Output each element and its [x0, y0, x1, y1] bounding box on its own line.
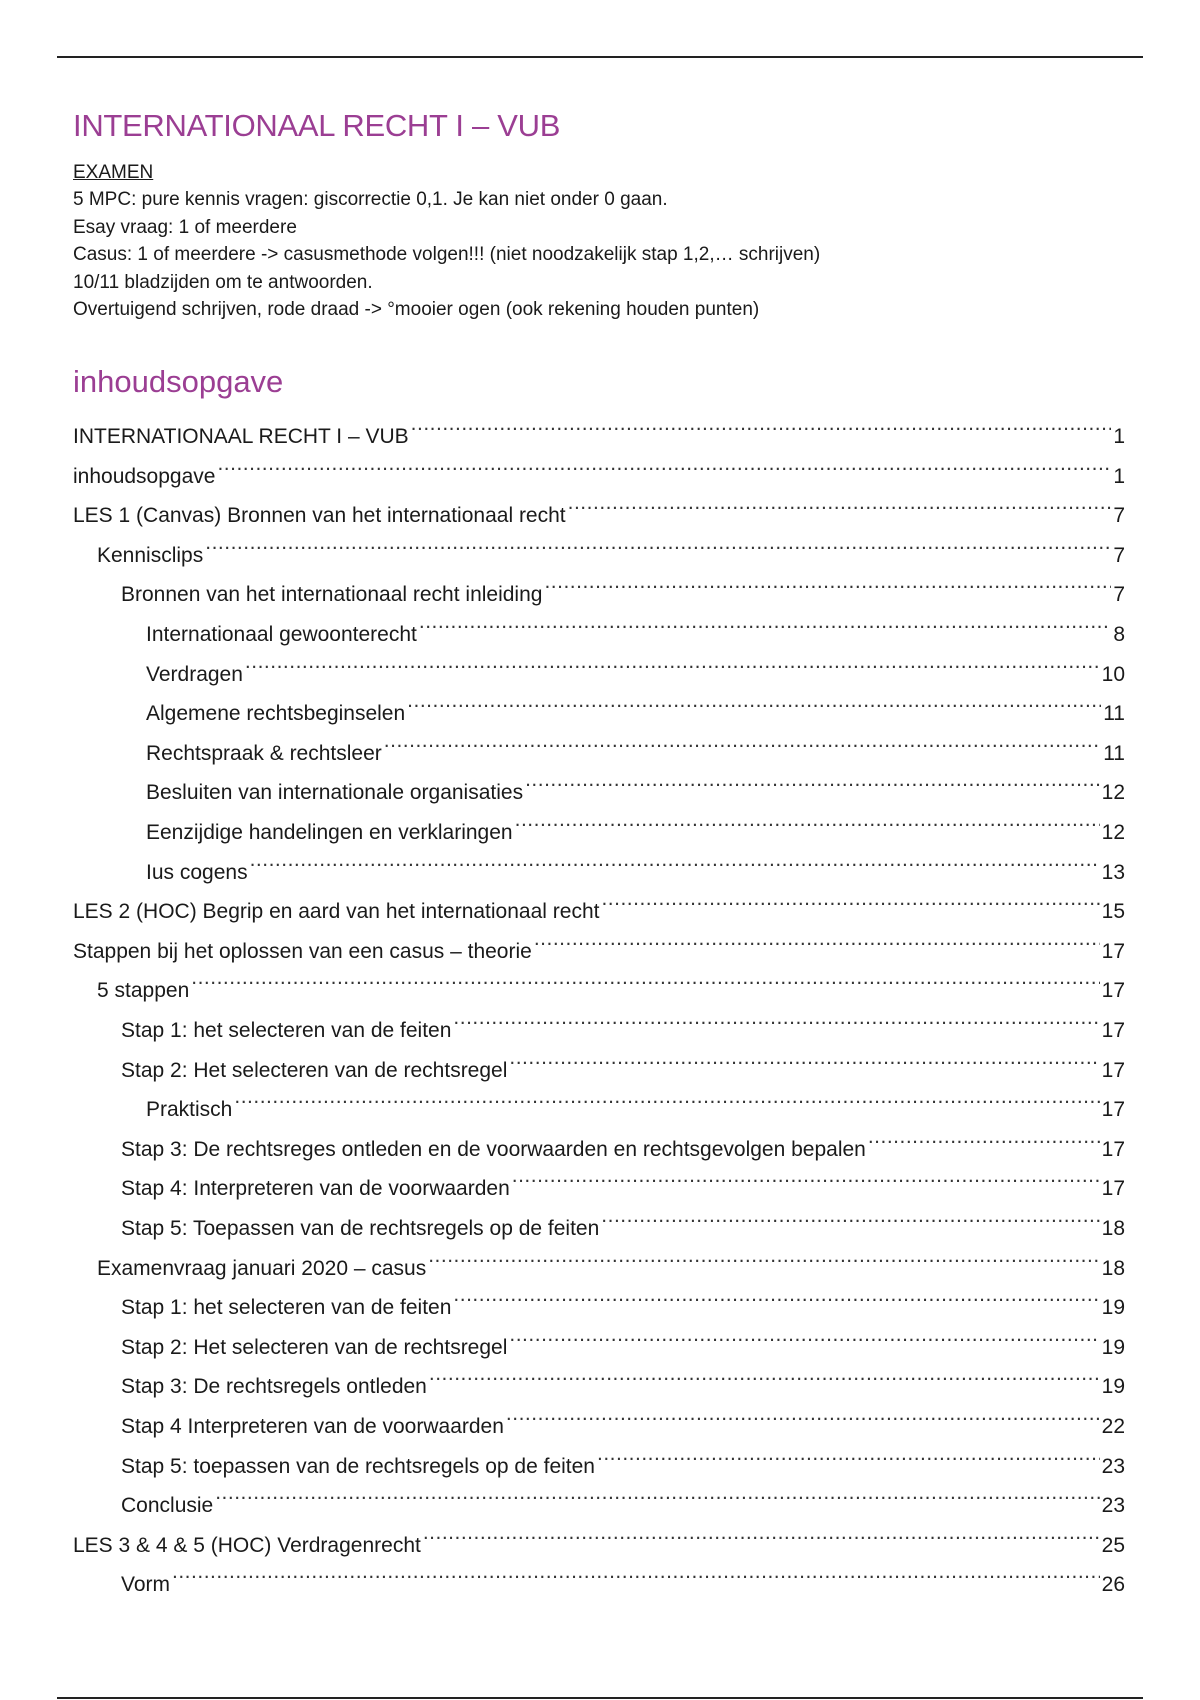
toc-entry-title: Stap 3: De rechtsregels ontleden — [121, 1375, 427, 1399]
toc-entry-title: Algemene rechtsbeginselen — [146, 702, 406, 726]
toc-entry-page: 23 — [1101, 1454, 1125, 1478]
toc-entry-page: 17 — [1101, 1137, 1125, 1161]
toc-dot-leader — [601, 879, 1099, 919]
toc-entry-title: Eenzijdige handelingen en verklaringen — [146, 821, 513, 845]
toc-entry-title: Stap 1: het selecteren van de feiten — [121, 1019, 452, 1042]
toc-dot-leader — [525, 760, 1100, 800]
toc-entry-title: Besluiten van internationale organisaties — [146, 781, 524, 805]
toc-entry-title: Bronnen van het internationaal recht inleiding — [121, 583, 543, 607]
toc-dot-leader — [509, 1037, 1099, 1077]
exam-heading: EXAMEN — [73, 162, 154, 183]
toc-entry[interactable] — [73, 997, 1125, 1042]
toc-dot-leader — [423, 1512, 1100, 1552]
toc-entry-page: 17 — [1101, 1019, 1125, 1042]
toc-entry-title: Stappen bij het oplossen van een casus – theorie — [73, 939, 532, 963]
toc-dot-leader — [868, 1116, 1100, 1156]
toc-entry-page: 1 — [1113, 425, 1125, 449]
toc-entry-page: 25 — [1101, 1533, 1125, 1557]
toc-entry[interactable] — [73, 958, 1125, 1003]
toc-entry[interactable] — [73, 1552, 1125, 1597]
toc-entry[interactable] — [73, 1473, 1125, 1518]
toc-entry-page: 18 — [1101, 1256, 1125, 1280]
toc-entry-title: Internationaal gewoonterecht — [146, 623, 417, 647]
toc-dot-leader — [205, 522, 1111, 562]
toc-entry-page: 23 — [1101, 1494, 1125, 1518]
toc-entry-title: Stap 2: Het selecteren van de rechtsregel — [121, 1058, 508, 1082]
toc-entry-title: Verdragen — [146, 662, 243, 686]
toc-entry[interactable] — [73, 404, 1125, 449]
toc-dot-leader — [407, 681, 1101, 721]
toc-entry-page: 17 — [1101, 939, 1125, 963]
toc-entry-page: 7 — [1113, 504, 1125, 528]
toc-dot-leader — [601, 1195, 1099, 1235]
page-content — [73, 108, 1125, 1597]
toc-dot-leader — [411, 404, 1112, 444]
toc-entry-title: Stap 4 Interpreteren van de voorwaarden — [121, 1414, 504, 1438]
toc-entry-title: Rechtspraak & rechtsleer — [146, 741, 382, 765]
toc-dot-leader — [245, 641, 1100, 681]
exam-line: 10/11 bladzijden om te antwoorden. — [73, 271, 373, 293]
toc-dot-leader — [419, 601, 1111, 641]
toc-dot-leader — [512, 1156, 1100, 1196]
toc-dot-leader — [544, 562, 1111, 602]
toc-entry-title: Ius cogens — [146, 860, 248, 884]
toc-entry-page: 17 — [1101, 1177, 1125, 1201]
toc-entry-page: 13 — [1101, 860, 1125, 884]
toc-entry-title: Examenvraag januari 2020 – casus — [97, 1256, 427, 1280]
toc-entry-title: Vorm — [121, 1573, 171, 1597]
toc-entry[interactable] — [73, 483, 1125, 528]
toc-entry-title: Praktisch — [146, 1098, 233, 1122]
toc-dot-leader — [597, 1433, 1100, 1473]
toc-entry-title: Conclusie — [121, 1494, 214, 1518]
toc-entry-title: Stap 2: Het selecteren van de rechtsregel — [121, 1335, 508, 1359]
top-rule — [57, 56, 1143, 58]
toc-entry-page: 17 — [1101, 979, 1125, 1003]
toc-entry-page: 1 — [1113, 464, 1125, 488]
toc-entry[interactable] — [73, 562, 1125, 607]
toc-dot-leader — [568, 483, 1112, 523]
toc-entry-page: 18 — [1101, 1216, 1125, 1240]
toc-entry-page: 8 — [1113, 623, 1125, 647]
toc-dot-leader — [215, 1473, 1099, 1513]
exam-line: 5 MPC: pure kennis vragen: giscorrectie 0,1. Je kan niet onder 0 gaan. — [73, 189, 668, 210]
toc-entry-page: 17 — [1101, 1098, 1125, 1122]
toc-dot-leader — [509, 1314, 1099, 1354]
toc-heading: inhoudsopgave — [73, 363, 284, 399]
document-title: INTERNATIONAAL RECHT I – VUB — [73, 108, 561, 143]
toc-entry-page: 10 — [1101, 662, 1125, 686]
toc-dot-leader — [453, 997, 1099, 1037]
toc-entry-title: inhoudsopgave — [73, 464, 216, 488]
toc-dot-leader — [172, 1552, 1100, 1592]
toc-dot-leader — [515, 799, 1100, 839]
toc-entry-page: 12 — [1101, 821, 1125, 845]
toc-entry-title: Kennisclips — [97, 543, 204, 567]
toc-entry-title: LES 1 (Canvas) Bronnen van het internationaal recht — [73, 504, 566, 528]
toc-entry-title: INTERNATIONAAL RECHT I – VUB — [73, 425, 409, 449]
toc-entry-page: 11 — [1103, 702, 1125, 726]
toc-entry-page: 7 — [1113, 543, 1125, 567]
toc-dot-leader — [506, 1393, 1100, 1433]
toc-dot-leader — [429, 1354, 1100, 1394]
toc-entry-page: 17 — [1101, 1058, 1125, 1082]
toc-entry-page: 19 — [1101, 1375, 1125, 1399]
toc-entry[interactable] — [73, 443, 1125, 488]
table-of-contents — [73, 404, 1125, 1597]
toc-entry-title: Stap 5: toepassen van de rechtsregels op de feiten — [121, 1454, 595, 1478]
exam-line: Overtuigend schrijven, rode draad -> °mooier ogen (ook rekening houden punten) — [73, 299, 760, 320]
exam-line: Casus: 1 of meerdere -> casusmethode volgen!!! (niet noodzakelijk stap 1,2,… schrijven) — [73, 244, 821, 265]
toc-entry-title: Stap 4: Interpreteren van de voorwaarden — [121, 1177, 510, 1201]
bottom-rule — [57, 1697, 1143, 1699]
toc-dot-leader — [384, 720, 1101, 760]
toc-entry-page: 15 — [1101, 900, 1125, 924]
toc-entry-page: 12 — [1101, 781, 1125, 805]
toc-dot-leader — [250, 839, 1100, 879]
toc-entry-page: 22 — [1101, 1414, 1125, 1438]
toc-entry-title: Stap 5: Toepassen van de rechtsregels op de feiten — [121, 1216, 600, 1240]
toc-dot-leader — [191, 958, 1099, 998]
toc-dot-leader — [428, 1235, 1099, 1275]
toc-entry-title: Stap 3: De rechtsreges ontleden en de voorwaarden en rechtsgevolgen bepalen — [121, 1137, 866, 1161]
toc-entry-page: 26 — [1101, 1573, 1125, 1597]
toc-entry-title: 5 stappen — [97, 979, 190, 1003]
toc-entry[interactable] — [73, 522, 1125, 567]
toc-dot-leader — [453, 1275, 1099, 1315]
toc-entry[interactable] — [73, 1512, 1125, 1557]
toc-entry-title: Stap 1: het selecteren van de feiten — [121, 1296, 452, 1320]
toc-entry-title: LES 2 (HOC) Begrip en aard van het internationaal recht — [73, 900, 600, 924]
exam-section — [73, 160, 1125, 324]
toc-entry-page: 19 — [1101, 1296, 1125, 1320]
toc-dot-leader — [534, 918, 1100, 958]
toc-entry-page: 11 — [1103, 741, 1125, 765]
toc-entry-page: 19 — [1101, 1335, 1125, 1359]
toc-entry-page: 7 — [1113, 583, 1125, 607]
toc-dot-leader — [234, 1077, 1099, 1117]
toc-dot-leader — [217, 443, 1111, 483]
exam-line: Esay vraag: 1 of meerdere — [73, 216, 297, 238]
toc-entry-title: LES 3 & 4 & 5 (HOC) Verdragenrecht — [73, 1533, 421, 1557]
